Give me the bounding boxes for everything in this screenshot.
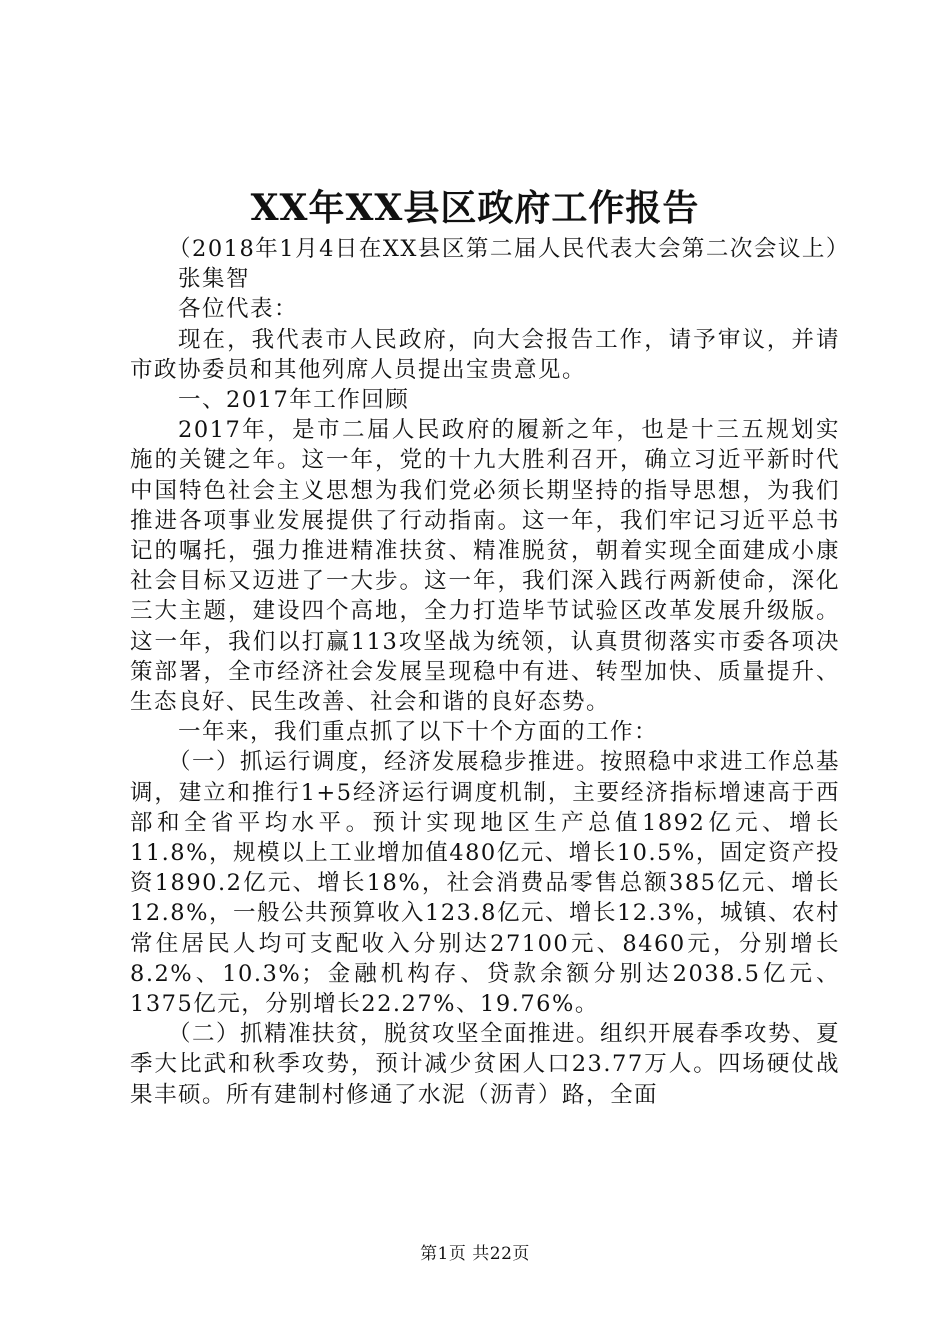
work-item-1: （一）抓运行调度，经济发展稳步推进。按照稳中求进工作总基调，建立和推行1+5经济运行调度机制，主要经济指标增速高于西部和全省平均水平。预计实现地区生产总值1892亿元、增长11.8%，规模以上工业增加值480亿元、增长10.5%，固定资产投资1890.2亿元、增长18%，社会消费品零售总额385亿元、增长12.8%，一般公共预算收入123.8亿元、增长12.3%，城镇、农村常住居民人均可支配收入分别达27100元、8460元，分别增长8.2%、10.3%；金融机构存、贷款余额分别达2038.5亿元、1375亿元，分别增长22.27%、19.76%。 <box>130 749 841 1018</box>
document-body <box>130 234 850 1110</box>
page-footer: 第1页 共22页 <box>420 1244 530 1264</box>
author-name: 张集智 <box>178 266 251 293</box>
page-title: XX年XX县区政府工作报告 <box>250 187 700 229</box>
salutation: 各位代表： <box>178 296 299 323</box>
work-intro-paragraph: 一年来，我们重点抓了以下十个方面的工作： <box>178 719 659 746</box>
work-item-2: （二）抓精准扶贫，脱贫攻坚全面推进。组织开展春季攻势、夏季大比武和秋季攻势，预计减少贫困人口23.77万人。四场硬仗战果丰硕。所有建制村修通了水泥（沥青）路，全面 <box>130 1021 841 1108</box>
review-paragraph: 2017年，是市二届人民政府的履新之年，也是十三五规划实施的关键之年。这一年，党的十九大胜利召开，确立习近平新时代中国特色社会主义思想为我们党必须长期坚持的指导思想，为我们推进各项事业发展提供了行动指南。这一年，我们牢记习近平总书记的嘱托，强力推进精准扶贫、精准脱贫，朝着实现全面建成小康社会目标又迈进了一大步。这一年，我们深入践行两新使命，深化三大主题，建设四个高地，全力打造毕节试验区改革发展升级版。这一年，我们以打赢113攻坚战为统领，认真贯彻落实市委各项决策部署，全市经济社会发展呈现稳中有进、转型加快、质量提升、生态良好、民生改善、社会和谐的良好态势。 <box>130 417 840 716</box>
section-heading: 一、2017年工作回顾 <box>178 387 410 414</box>
opening-paragraph: 现在，我代表市人民政府，向大会报告工作，请予审议，并请市政协委员和其他列席人员提出宝贵意见。 <box>130 326 840 383</box>
meeting-info: （2018年1月4日在XX县区第二届人民代表大会第二次会议上） <box>168 236 850 262</box>
